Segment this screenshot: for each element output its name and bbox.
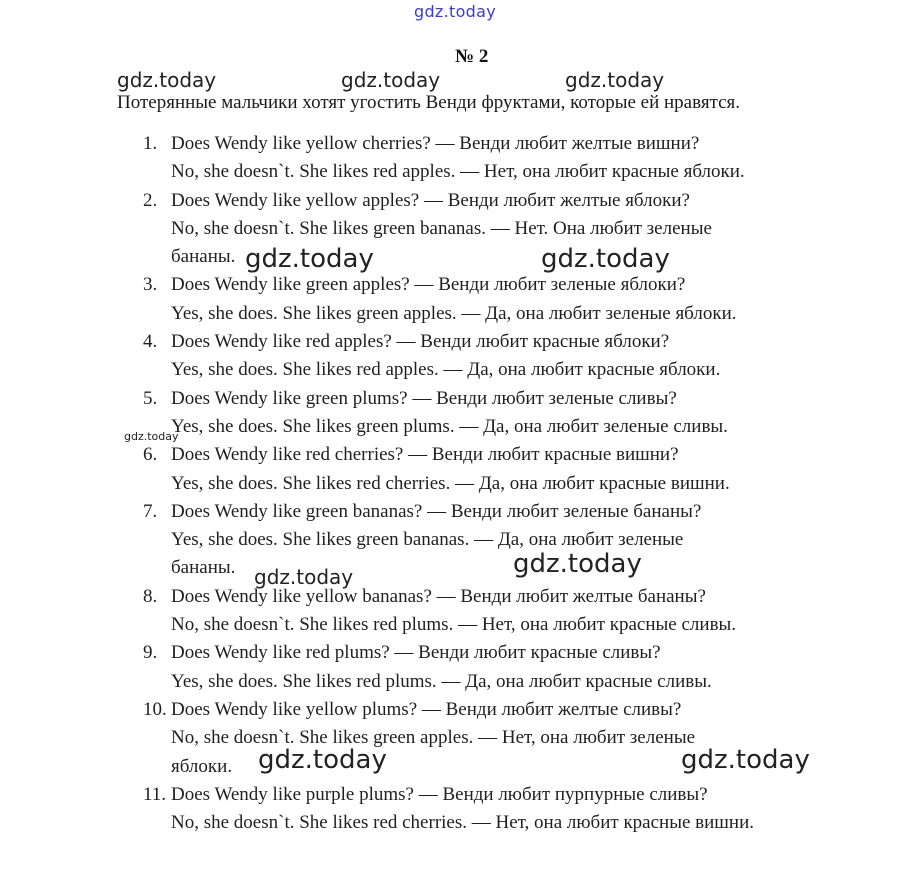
question: Does Wendy like red apples? — Венди любит красные яблоки?	[171, 331, 670, 353]
watermark: gdz.today	[541, 244, 670, 274]
question: Does Wendy like yellow cherries? — Венди любит желтые вишни?	[171, 133, 700, 154]
answer: Yes, she does. She likes red plums. — Да, она любит красные сливы.	[171, 670, 712, 692]
answer-continuation: бананы.	[171, 557, 236, 579]
question: Does Wendy like purple plums? — Венди любит пурпурные сливы?	[171, 783, 708, 805]
watermark: gdz.today	[245, 244, 374, 274]
item-number: 2.	[143, 189, 158, 211]
list-item	[143, 271, 863, 328]
answer: Yes, she does. She likes red apples. — Да, она любит красные яблоки.	[171, 359, 721, 381]
watermark: gdz.today	[117, 68, 217, 92]
list-item	[143, 385, 863, 442]
item-number: 3.	[143, 274, 158, 296]
item-number: 11.	[143, 783, 167, 805]
list-item	[143, 441, 863, 498]
watermark: gdz.today	[258, 745, 387, 775]
question: Does Wendy like red cherries? — Венди любит красные вишни?	[171, 444, 679, 466]
item-number: 7.	[143, 500, 158, 522]
watermark: gdz.today	[124, 430, 179, 443]
list-item	[143, 130, 863, 187]
intro-text: Потерянные мальчики хотят угостить Венди фруктами, которые ей нравятся.	[117, 92, 741, 113]
item-number: 10.	[143, 698, 167, 720]
item-number: 8.	[143, 585, 158, 607]
qa-list	[143, 130, 863, 837]
answer: No, she doesn`t. She likes red apples. — Нет, она любит красные яблоки.	[171, 161, 745, 183]
answer-continuation: бананы.	[171, 246, 236, 268]
question: Does Wendy like yellow bananas? — Венди любит желтые бананы?	[171, 585, 706, 607]
watermark: gdz.today	[681, 745, 810, 775]
question: Does Wendy like green bananas? — Венди любит зеленые бананы?	[171, 500, 702, 522]
answer: Yes, she does. She likes green bananas. — Да, она любит зеленые	[171, 529, 684, 551]
answer: Yes, she does. She likes green apples. — Да, она любит зеленые яблоки.	[171, 302, 737, 324]
list-item	[143, 328, 863, 385]
list-item	[143, 498, 863, 583]
answer: Yes, she does. She likes red cherries. — Да, она любит красные вишни.	[171, 472, 730, 494]
answer: Yes, she does. She likes green plums. — Да, она любит зеленые сливы.	[171, 415, 728, 437]
answer-continuation: яблоки.	[171, 755, 233, 777]
item-number: 9.	[143, 642, 158, 664]
item-number: 5.	[143, 387, 158, 409]
item-number: 1.	[143, 133, 158, 154]
watermark: gdz.today	[565, 68, 665, 92]
list-item	[143, 583, 863, 640]
list-item	[143, 781, 863, 838]
list-item	[143, 639, 863, 696]
answer: No, she doesn`t. She likes green bananas. — Нет. Она любит зеленые	[171, 217, 712, 239]
item-number: 4.	[143, 331, 158, 353]
answer: No, she doesn`t. She likes red cherries. — Нет, она любит красные вишни.	[171, 812, 755, 834]
item-number: 6.	[143, 444, 158, 466]
answer: No, she doesn`t. She likes red plums. — Нет, она любит красные сливы.	[171, 614, 737, 636]
answer: No, she doesn`t. She likes green apples. — Нет, она любит зеленые	[171, 727, 696, 749]
question: Does Wendy like yellow plums? — Венди любит желтые сливы?	[171, 698, 682, 720]
question: Does Wendy like yellow apples? — Венди любит желтые яблоки?	[171, 189, 690, 211]
watermark: gdz.today	[513, 549, 642, 579]
question: Does Wendy like green plums? — Венди любит зеленые сливы?	[171, 387, 677, 409]
watermark: gdz.today	[254, 565, 354, 589]
question: Does Wendy like red plums? — Венди любит красные сливы?	[171, 642, 661, 664]
question: Does Wendy like green apples? — Венди любит зеленые яблоки?	[171, 274, 686, 296]
site-link[interactable]: gdz.today	[414, 2, 496, 21]
watermark: gdz.today	[341, 68, 441, 92]
exercise-number: № 2	[455, 46, 489, 67]
